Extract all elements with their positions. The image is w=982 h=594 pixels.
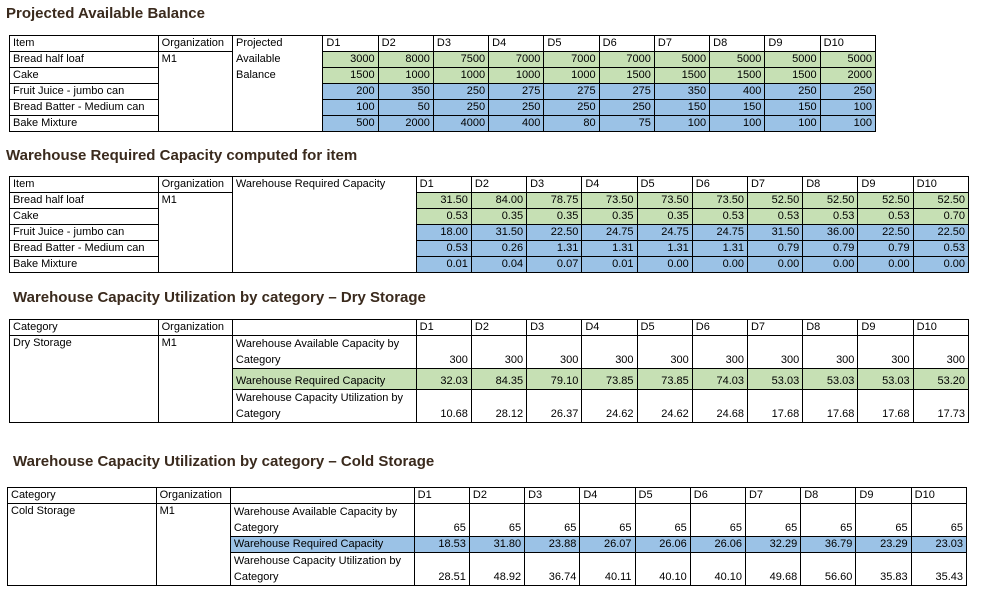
value-cell: 275 [599,84,654,100]
table-row [10,116,876,132]
column-header-day: D1 [416,177,471,193]
column-header-day: D3 [433,36,488,52]
measure-label: Warehouse Capacity Utilization by Category [232,390,416,423]
value-cell: 0.35 [582,209,637,225]
value-cell: 53.20 [913,369,968,390]
measure-empty [232,209,416,225]
item-name: Fruit Juice - jumbo can [10,84,159,100]
organization-value: M1 [158,193,232,209]
value-cell: 36.79 [801,537,856,553]
column-header-day: D8 [803,177,858,193]
value-cell: 0.79 [803,241,858,257]
table-row [8,537,967,553]
value-cell: 300 [582,336,637,369]
value-cell: 0.01 [582,257,637,273]
value-cell: 32.29 [745,537,800,553]
value-cell: 26.07 [580,537,635,553]
value-cell: 31.80 [469,537,524,553]
value-cell: 24.68 [692,390,747,423]
value-cell: 35.43 [911,553,966,586]
measure-empty [232,193,416,209]
column-header-day: D8 [710,36,765,52]
organization-empty [158,100,232,116]
column-header-measure: Projected [233,36,323,52]
value-cell: 0.00 [803,257,858,273]
value-cell: 65 [911,504,966,537]
table-row [10,52,876,68]
value-cell: 5000 [765,52,820,68]
column-header-day: D3 [525,488,580,504]
value-cell: 300 [692,336,747,369]
column-header-day: D7 [747,320,802,336]
organization-empty [158,257,232,273]
column-header-day: D4 [582,177,637,193]
column-header-item: Item [10,177,159,193]
column-header-day: D10 [820,36,875,52]
value-cell: 300 [858,336,913,369]
value-cell: 1.31 [637,241,692,257]
value-cell: 53.03 [858,369,913,390]
organization-empty [158,68,232,84]
value-cell: 1500 [765,68,820,84]
value-cell: 0.53 [803,209,858,225]
value-cell: 73.50 [637,193,692,209]
value-cell: 65 [580,504,635,537]
column-header-day: D4 [489,36,544,52]
measure-label: Balance [233,68,323,84]
table-row [8,553,967,586]
table-row [10,390,969,423]
table-row [10,241,969,257]
value-cell: 73.50 [692,193,747,209]
value-cell: 56.60 [801,553,856,586]
value-cell: 17.68 [803,390,858,423]
column-header-day: D3 [527,320,582,336]
category-value: Cold Storage [8,504,157,537]
value-cell: 100 [323,100,378,116]
pab-header-row [10,36,876,52]
organization-value: M1 [158,336,232,369]
item-name: Bread half loaf [10,193,159,209]
column-header-day: D8 [803,320,858,336]
value-cell: 0.00 [747,257,802,273]
value-cell: 250 [765,84,820,100]
value-cell: 1000 [544,68,599,84]
column-header-day: D3 [527,177,582,193]
value-cell: 84.00 [471,193,526,209]
table-row [10,193,969,209]
cold-table [7,487,967,586]
table-row [10,68,876,84]
value-cell: 350 [654,84,709,100]
value-cell: 0.70 [913,209,968,225]
value-cell: 49.68 [745,553,800,586]
value-cell: 26.06 [635,537,690,553]
column-header-day: D10 [913,177,968,193]
value-cell: 23.29 [856,537,911,553]
value-cell: 1500 [323,68,378,84]
value-cell: 200 [323,84,378,100]
organization-empty [158,241,232,257]
measure-empty [233,100,323,116]
organization-value: M1 [158,52,232,68]
table-row [10,100,876,116]
wrc-title: Warehouse Required Capacity computed for item [6,147,358,164]
value-cell: 0.35 [527,209,582,225]
value-cell: 65 [525,504,580,537]
value-cell: 100 [820,116,875,132]
dry-header-row [10,320,969,336]
column-header-day: D7 [745,488,800,504]
value-cell: 65 [856,504,911,537]
category-empty [10,369,159,390]
dry-table [9,319,969,423]
value-cell: 275 [544,84,599,100]
value-cell: 5000 [710,52,765,68]
value-cell: 8000 [378,52,433,68]
value-cell: 500 [323,116,378,132]
table-row [8,504,967,537]
organization-empty [158,116,232,132]
value-cell: 150 [710,100,765,116]
value-cell: 18.53 [414,537,469,553]
value-cell: 250 [599,100,654,116]
column-header-day: D10 [913,320,968,336]
value-cell: 80 [544,116,599,132]
value-cell: 350 [378,84,433,100]
value-cell: 150 [654,100,709,116]
table-row [10,369,969,390]
measure-label: Warehouse Required Capacity [232,369,416,390]
value-cell: 24.75 [582,225,637,241]
value-cell: 7500 [433,52,488,68]
value-cell: 0.00 [858,257,913,273]
value-cell: 250 [433,84,488,100]
organization-empty [158,209,232,225]
value-cell: 2000 [820,68,875,84]
column-header-day: D6 [692,177,747,193]
value-cell: 300 [527,336,582,369]
value-cell: 100 [820,100,875,116]
value-cell: 65 [635,504,690,537]
organization-empty [158,369,232,390]
table-row [10,225,969,241]
value-cell: 26.06 [690,537,745,553]
value-cell: 0.35 [471,209,526,225]
value-cell: 73.85 [582,369,637,390]
value-cell: 0.26 [471,241,526,257]
value-cell: 17.68 [858,390,913,423]
value-cell: 28.12 [471,390,526,423]
organization-empty [158,390,232,423]
organization-empty [156,553,230,586]
column-header-day: D2 [469,488,524,504]
column-header-day: D9 [858,320,913,336]
value-cell: 300 [416,336,471,369]
value-cell: 78.75 [527,193,582,209]
value-cell: 1.31 [527,241,582,257]
value-cell: 0.00 [913,257,968,273]
item-name: Bread half loaf [10,52,159,68]
column-header-item: Item [10,36,159,52]
measure-label: Available [233,52,323,68]
value-cell: 1500 [654,68,709,84]
value-cell: 7000 [599,52,654,68]
value-cell: 26.37 [527,390,582,423]
value-cell: 22.50 [527,225,582,241]
value-cell: 0.79 [747,241,802,257]
column-header-day: D6 [690,488,745,504]
value-cell: 1.31 [582,241,637,257]
column-header-organization: Organization [158,36,232,52]
value-cell: 28.51 [414,553,469,586]
category-value: Dry Storage [10,336,159,369]
item-name: Bread Batter - Medium can [10,100,159,116]
category-empty [8,553,157,586]
column-header-organization: Organization [158,320,232,336]
value-cell: 0.00 [637,257,692,273]
pab-title: Projected Available Balance [6,5,205,22]
cold-title: Warehouse Capacity Utilization by category – Cold Storage [13,453,435,470]
value-cell: 84.35 [471,369,526,390]
item-name: Fruit Juice - jumbo can [10,225,159,241]
value-cell: 400 [710,84,765,100]
column-header-day: D2 [471,177,526,193]
column-header-day: D9 [856,488,911,504]
value-cell: 22.50 [858,225,913,241]
value-cell: 1000 [433,68,488,84]
value-cell: 1500 [710,68,765,84]
value-cell: 53.03 [803,369,858,390]
column-header-day: D9 [858,177,913,193]
organization-value: M1 [156,504,230,537]
column-header-measure: Warehouse Required Capacity [232,177,416,193]
measure-empty [232,241,416,257]
value-cell: 23.88 [525,537,580,553]
column-header-day: D5 [544,36,599,52]
value-cell: 40.11 [580,553,635,586]
value-cell: 300 [747,336,802,369]
value-cell: 250 [433,100,488,116]
column-header-category: Category [10,320,159,336]
value-cell: 52.50 [913,193,968,209]
column-header-day: D2 [378,36,433,52]
value-cell: 0.00 [692,257,747,273]
value-cell: 24.62 [582,390,637,423]
value-cell: 10.68 [416,390,471,423]
value-cell: 65 [414,504,469,537]
measure-empty [233,116,323,132]
value-cell: 52.50 [747,193,802,209]
item-name: Bake Mixture [10,116,159,132]
column-header-day: D5 [637,177,692,193]
value-cell: 17.73 [913,390,968,423]
value-cell: 48.92 [469,553,524,586]
column-header-day: D8 [801,488,856,504]
table-row [10,209,969,225]
value-cell: 1500 [599,68,654,84]
value-cell: 24.75 [637,225,692,241]
value-cell: 1.31 [692,241,747,257]
value-cell: 36.00 [803,225,858,241]
value-cell: 100 [654,116,709,132]
value-cell: 17.68 [747,390,802,423]
value-cell: 65 [801,504,856,537]
column-header-measure [230,488,414,504]
value-cell: 0.53 [692,209,747,225]
value-cell: 0.53 [747,209,802,225]
pab-table [9,35,876,132]
value-cell: 0.53 [416,209,471,225]
value-cell: 79.10 [527,369,582,390]
value-cell: 31.50 [471,225,526,241]
column-header-day: D5 [635,488,690,504]
value-cell: 0.79 [858,241,913,257]
measure-label: Warehouse Available Capacity by Category [232,336,416,369]
value-cell: 31.50 [747,225,802,241]
wrc-header-row [10,177,969,193]
value-cell: 22.50 [913,225,968,241]
value-cell: 5000 [654,52,709,68]
value-cell: 400 [489,116,544,132]
value-cell: 0.04 [471,257,526,273]
value-cell: 35.83 [856,553,911,586]
value-cell: 1000 [489,68,544,84]
value-cell: 23.03 [911,537,966,553]
column-header-day: D4 [582,320,637,336]
column-header-day: D1 [323,36,378,52]
measure-empty [232,257,416,273]
measure-label: Warehouse Required Capacity [230,537,414,553]
value-cell: 1000 [378,68,433,84]
value-cell: 250 [544,100,599,116]
column-header-organization: Organization [156,488,230,504]
category-empty [8,537,157,553]
value-cell: 31.50 [416,193,471,209]
column-header-organization: Organization [158,177,232,193]
value-cell: 7000 [489,52,544,68]
value-cell: 52.50 [858,193,913,209]
value-cell: 150 [765,100,820,116]
category-empty [10,390,159,423]
value-cell: 40.10 [635,553,690,586]
item-name: Cake [10,68,159,84]
column-header-measure [232,320,416,336]
value-cell: 100 [765,116,820,132]
value-cell: 275 [489,84,544,100]
value-cell: 300 [637,336,692,369]
column-header-day: D2 [471,320,526,336]
value-cell: 53.03 [747,369,802,390]
value-cell: 250 [489,100,544,116]
column-header-day: D1 [414,488,469,504]
value-cell: 100 [710,116,765,132]
value-cell: 0.07 [527,257,582,273]
value-cell: 65 [469,504,524,537]
table-row [10,84,876,100]
value-cell: 0.35 [637,209,692,225]
wrc-table [9,176,969,273]
column-header-day: D6 [692,320,747,336]
value-cell: 250 [820,84,875,100]
measure-empty [233,84,323,100]
value-cell: 4000 [433,116,488,132]
column-header-day: D7 [747,177,802,193]
table-row [10,257,969,273]
value-cell: 32.03 [416,369,471,390]
value-cell: 65 [690,504,745,537]
column-header-day: D4 [580,488,635,504]
value-cell: 36.74 [525,553,580,586]
item-name: Cake [10,209,159,225]
organization-empty [158,84,232,100]
value-cell: 24.75 [692,225,747,241]
value-cell: 74.03 [692,369,747,390]
value-cell: 18.00 [416,225,471,241]
table-row [10,336,969,369]
measure-label: Warehouse Capacity Utilization by Category [230,553,414,586]
column-header-day: D10 [911,488,966,504]
value-cell: 24.62 [637,390,692,423]
item-name: Bread Batter - Medium can [10,241,159,257]
value-cell: 40.10 [690,553,745,586]
dry-title: Warehouse Capacity Utilization by category – Dry Storage [13,289,426,306]
cold-header-row [8,488,967,504]
value-cell: 0.53 [416,241,471,257]
value-cell: 73.85 [637,369,692,390]
value-cell: 3000 [323,52,378,68]
column-header-day: D7 [654,36,709,52]
value-cell: 300 [913,336,968,369]
measure-label: Warehouse Available Capacity by Category [230,504,414,537]
organization-empty [158,225,232,241]
value-cell: 50 [378,100,433,116]
value-cell: 7000 [544,52,599,68]
item-name: Bake Mixture [10,257,159,273]
column-header-day: D6 [599,36,654,52]
value-cell: 300 [803,336,858,369]
value-cell: 0.53 [913,241,968,257]
column-header-day: D9 [765,36,820,52]
value-cell: 75 [599,116,654,132]
value-cell: 5000 [820,52,875,68]
value-cell: 65 [745,504,800,537]
measure-empty [232,225,416,241]
organization-empty [156,537,230,553]
value-cell: 0.53 [858,209,913,225]
value-cell: 300 [471,336,526,369]
column-header-day: D5 [637,320,692,336]
value-cell: 73.50 [582,193,637,209]
value-cell: 52.50 [803,193,858,209]
column-header-day: D1 [416,320,471,336]
value-cell: 2000 [378,116,433,132]
column-header-category: Category [8,488,157,504]
value-cell: 0.01 [416,257,471,273]
